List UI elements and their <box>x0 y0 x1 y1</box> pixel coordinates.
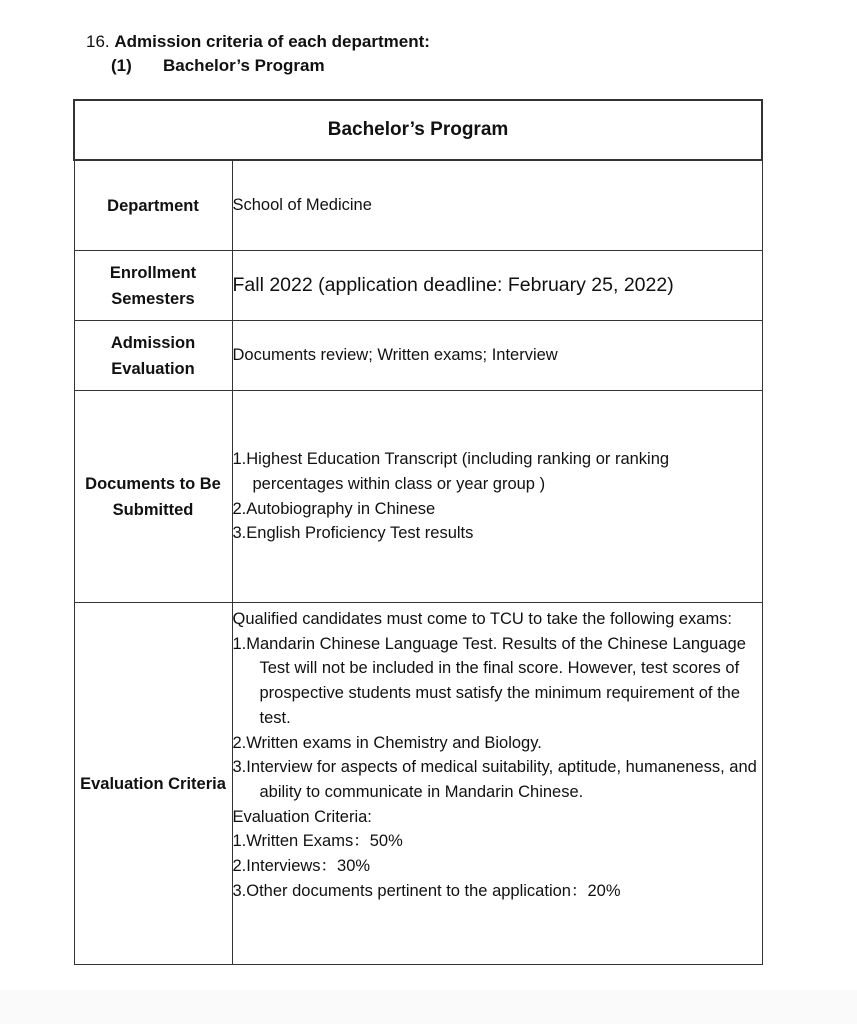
section-number: 16. <box>86 32 110 51</box>
admission-criteria-table <box>73 99 763 965</box>
evaluation-exam-3: 3.Interview for aspects of medical suitability, aptitude, humaneness, and ability to communicate in Mandarin Chinese. <box>232 758 757 801</box>
table-row-department <box>74 160 762 251</box>
evaluation-criteria-2: 2.Interviews：30% <box>232 857 371 876</box>
admission-label-line2: Evaluation <box>111 359 195 378</box>
department-label: Department <box>74 160 232 251</box>
section-title: Admission criteria of each department: <box>114 32 430 51</box>
evaluation-exam-1: 1.Mandarin Chinese Language Test. Results of the Chinese Language Test will not be included in the final score. However, test scores of prospective students must satisfy the minimum requirement of the test. <box>232 634 746 727</box>
documents-label-line1: Documents to Be <box>85 474 221 493</box>
evaluation-exam-2: 2.Written exams in Chemistry and Biology. <box>232 733 542 752</box>
admission-label <box>74 321 232 391</box>
section-heading <box>86 31 430 53</box>
evaluation-label: Evaluation Criteria <box>74 603 232 965</box>
enrollment-value: Fall 2022 (application deadline: February 25, 2022) <box>232 251 762 321</box>
evaluation-intro: Qualified candidates must come to TCU to take the following exams: <box>232 610 733 628</box>
table-title: Bachelor’s Program <box>74 100 762 160</box>
documents-item-2: 2.Autobiography in Chinese <box>232 499 436 518</box>
subsection-title: Bachelor’s Program <box>163 56 325 75</box>
table-row-admission <box>74 321 762 391</box>
evaluation-criteria-3: 3.Other documents pertinent to the application：20% <box>232 881 621 900</box>
table-row-documents <box>74 391 762 603</box>
admission-label-line1: Admission <box>110 333 196 352</box>
documents-item-1: 1.Highest Education Transcript (including ranking or ranking percentages within class or year group ) <box>232 450 670 493</box>
subsection-heading <box>111 55 325 77</box>
enrollment-label-line2: Semesters <box>111 289 195 308</box>
table-title-row <box>74 100 762 160</box>
table-row-enrollment <box>74 251 762 321</box>
subsection-number: (1) <box>111 56 132 75</box>
department-value: School of Medicine <box>232 160 762 251</box>
enrollment-label <box>74 251 232 321</box>
documents-item-3: 3.English Proficiency Test results <box>232 524 474 543</box>
documents-value <box>232 391 762 603</box>
evaluation-criteria-1: 1.Written Exams：50% <box>232 832 403 851</box>
admission-value: Documents review; Written exams; Interview <box>232 321 762 391</box>
table-row-evaluation <box>74 603 762 965</box>
evaluation-value <box>232 603 762 965</box>
documents-label-line2: Submitted <box>112 500 194 519</box>
documents-label <box>74 391 232 603</box>
evaluation-criteria-heading: Evaluation Criteria: <box>232 807 372 826</box>
enrollment-label-line1: Enrollment <box>109 263 197 282</box>
